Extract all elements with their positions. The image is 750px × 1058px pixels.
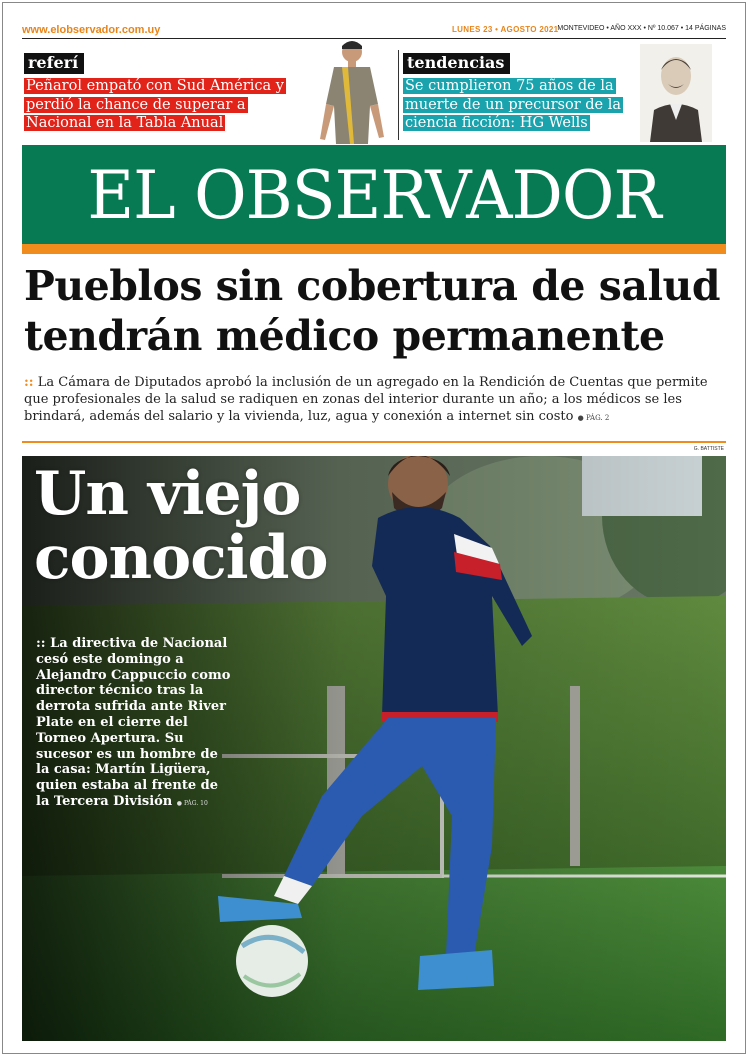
main-lead xyxy=(24,374,724,427)
teaser-referi-text: Peñarol empató con Sud América y perdió la chance de superar a Nacional en la Tabla Anual xyxy=(26,78,284,131)
teaser-tag-tendencias: tendencias xyxy=(403,53,510,74)
headline-line-2: tendrán médico permanente xyxy=(24,312,665,360)
teaser-tendencias[interactable] xyxy=(403,77,635,133)
issue-details: MONTEVIDEO • AÑO XXX • Nº 10.067 • 14 PÁGINAS xyxy=(557,25,726,32)
masthead-underline xyxy=(22,244,726,254)
issue-date: LUNES 23 • AGOSTO 2021 xyxy=(452,25,559,34)
lead-bullet: :: xyxy=(24,375,34,390)
player-photo xyxy=(312,34,392,158)
photo-title-line-1: Un viejo xyxy=(34,459,301,529)
hg-wells-portrait xyxy=(640,44,712,142)
photo-credit: G. BATTISTE xyxy=(693,446,724,452)
headline-line-1: Pueblos sin cobertura de salud xyxy=(24,262,720,310)
teaser-tendencias-text: Se cumplieron 75 años de la muerte de un precursor de la ciencia ficción: HG Wells xyxy=(405,78,622,131)
teaser-tag-referi: referí xyxy=(24,53,84,74)
photo-story-title[interactable] xyxy=(34,459,328,593)
section-divider xyxy=(22,441,726,443)
photo-text-bullet: :: xyxy=(36,636,46,651)
photo-story-text xyxy=(36,636,232,812)
photo-text-body: La directiva de Nacional cesó este domingo a Alejandro Cappuccio como director técnico tras la derrota sufrida ante River Plate en el cierre del Torneo Apertura. Su sucesor es un hombre de la casa: Martín Ligüera, quien estaba al frente de la Tercera División xyxy=(36,636,231,809)
photo-title-line-2: conocido xyxy=(34,523,328,593)
lead-page-ref[interactable]: ● PÁG. 2 xyxy=(577,414,610,422)
teaser-referi[interactable] xyxy=(24,77,296,133)
lead-text: La Cámara de Diputados aprobó la inclusión de un agregado en la Rendición de Cuentas que permite que profesionales de la salud se radiquen en zonas del interior durante un año; a los médicos se les brindará, además del salario y la vivienda, luz, agua y conexión a internet sin costo xyxy=(24,375,708,424)
feature-photo[interactable] xyxy=(22,456,726,1041)
masthead-title: EL OBSERVADOR xyxy=(87,157,661,234)
site-url[interactable]: www.elobservador.com.uy xyxy=(22,24,161,36)
photo-page-ref[interactable]: ● PÁG. 10 xyxy=(176,799,208,807)
teaser-divider xyxy=(398,50,399,140)
masthead[interactable] xyxy=(22,145,726,244)
main-headline[interactable] xyxy=(24,261,728,361)
